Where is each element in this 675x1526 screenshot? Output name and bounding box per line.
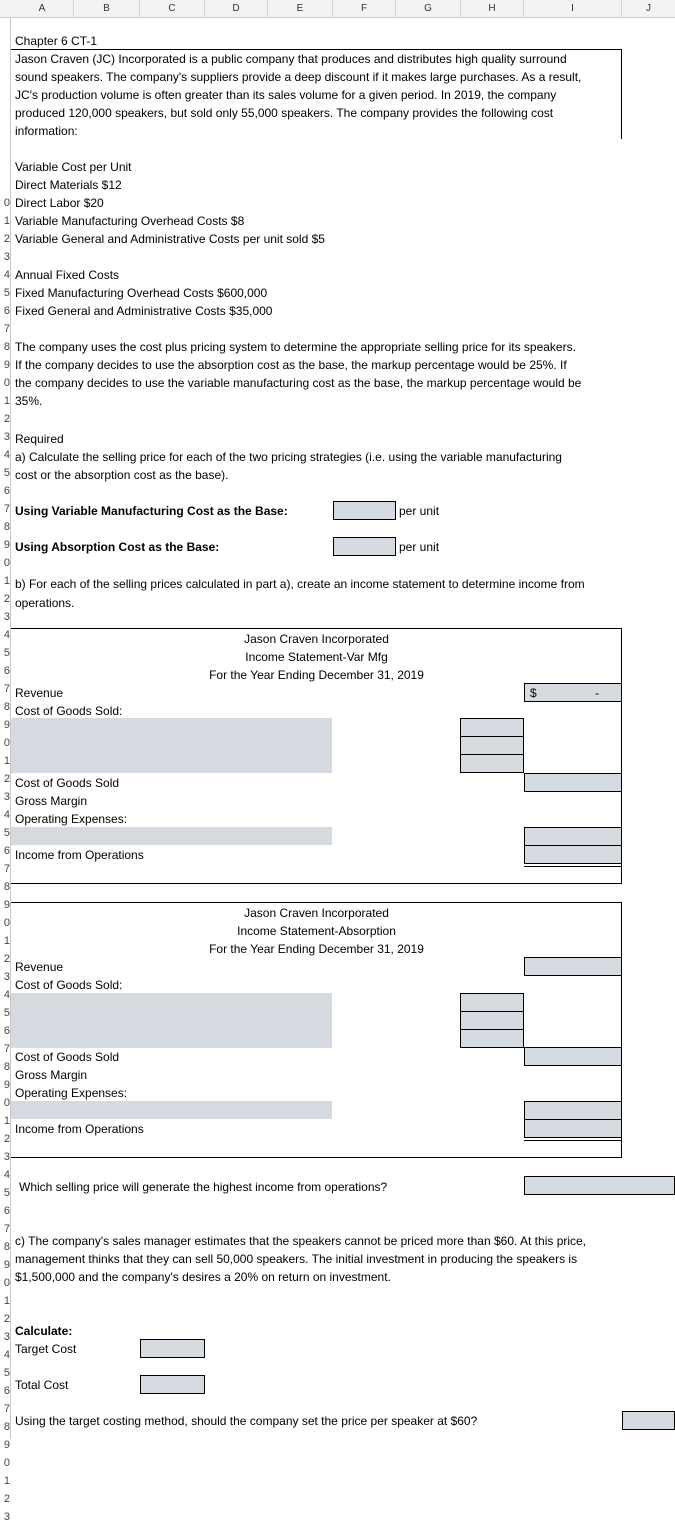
row-number[interactable]: 1 — [3, 1115, 10, 1127]
row-number[interactable]: 9 — [3, 719, 10, 731]
row-number[interactable]: 0 — [3, 197, 10, 209]
row-number[interactable]: 3 — [3, 1331, 10, 1343]
row-number[interactable]: 2 — [3, 953, 10, 965]
stmt2-cogs-label[interactable]: Cost of Goods Sold — [15, 1050, 120, 1064]
row-number[interactable]: 0 — [3, 1457, 10, 1469]
row-number[interactable]: 4 — [3, 629, 10, 641]
column-header-g[interactable]: G — [396, 0, 461, 17]
row-number[interactable]: 7 — [3, 1403, 10, 1415]
stmt2-cogs-item-1[interactable] — [460, 993, 524, 1012]
fixed-mfg-overhead-cost[interactable]: Fixed Manufacturing Overhead Costs $600,000 — [15, 286, 268, 300]
stmt1-cogs-total[interactable] — [524, 773, 622, 792]
per-unit-label-1[interactable]: per unit — [399, 504, 440, 518]
part-a-line-2[interactable]: cost or the absorption cost as the base). — [15, 468, 229, 482]
part-b-line-2[interactable]: operations. — [15, 596, 75, 610]
stmt1-revenue-cell[interactable] — [524, 683, 622, 702]
row-number[interactable]: 0 — [3, 737, 10, 749]
stmt2-cogs-heading[interactable]: Cost of Goods Sold: — [15, 978, 123, 992]
intro-line-4[interactable]: produced 120,000 speakers, but sold only 55,000 speakers. The company provides the following cost — [15, 106, 554, 120]
stmt2-revenue-label[interactable]: Revenue — [15, 960, 64, 974]
stmt2-gross-margin-label[interactable]: Gross Margin — [15, 1068, 88, 1082]
row-number[interactable]: 8 — [3, 341, 10, 353]
row-number[interactable]: 8 — [3, 881, 10, 893]
row-number[interactable]: 3 — [3, 611, 10, 623]
pricing-line-1[interactable]: The company uses the cost plus pricing system to determine the appropriate selling price for its speakers. — [15, 340, 576, 354]
row-number[interactable]: 6 — [3, 1205, 10, 1217]
part-c-line-1[interactable]: c) The company's sales manager estimates that the speakers cannot be priced more than $60. At this price, — [15, 1234, 587, 1248]
stmt1-border-top — [11, 628, 622, 629]
row-number[interactable]: 7 — [3, 683, 10, 695]
row-number[interactable]: 0 — [3, 1097, 10, 1109]
row-number[interactable]: 3 — [3, 431, 10, 443]
row-number[interactable]: 0 — [3, 377, 10, 389]
stmt1-opex-total[interactable] — [524, 827, 622, 846]
row-number[interactable]: 8 — [3, 1061, 10, 1073]
stmt2-cogs-item-2[interactable] — [460, 1011, 524, 1030]
total-cost-label[interactable]: Total Cost — [15, 1378, 69, 1392]
stmt1-opex-heading[interactable]: Operating Expenses: — [15, 812, 128, 826]
row-number[interactable]: 5 — [3, 1187, 10, 1199]
row-number[interactable]: 1 — [3, 395, 10, 407]
stmt2-income-label[interactable]: Income from Operations — [15, 1122, 144, 1136]
row-number[interactable]: 9 — [3, 359, 10, 371]
column-header-c[interactable]: C — [140, 0, 205, 17]
row-number[interactable]: 1 — [3, 935, 10, 947]
row-number[interactable]: 2 — [3, 1493, 10, 1505]
direct-labor-cost[interactable]: Direct Labor $20 — [15, 196, 104, 210]
stmt1-opex-item-label[interactable] — [11, 827, 332, 845]
column-header-d[interactable]: D — [205, 0, 268, 17]
stmt2-opex-item-label[interactable] — [11, 1101, 332, 1119]
stmt2-opex-total[interactable] — [524, 1101, 622, 1120]
column-header-j[interactable]: J — [646, 3, 651, 14]
row-number[interactable]: 4 — [3, 269, 10, 281]
row-number[interactable]: 5 — [3, 827, 10, 839]
required-heading[interactable]: Required — [15, 432, 64, 446]
variable-ga-cost[interactable]: Variable General and Administrative Costs per unit sold $5 — [15, 232, 325, 246]
stmt2-cogs-item-3[interactable] — [460, 1029, 524, 1048]
row-number[interactable]: 4 — [3, 1169, 10, 1181]
stmt1-cogs-heading[interactable]: Cost of Goods Sold: — [15, 704, 123, 718]
stmt2-period[interactable]: For the Year Ending December 31, 2019 — [209, 942, 424, 956]
row-number[interactable]: 6 — [3, 665, 10, 677]
row-number[interactable]: 4 — [3, 809, 10, 821]
part-c-line-3[interactable]: $1,500,000 and the company's desires a 20% on return on investment. — [15, 1270, 391, 1284]
stmt1-income-value[interactable] — [524, 845, 622, 864]
stmt1-gross-margin-label[interactable]: Gross Margin — [15, 794, 88, 808]
total-cost-input[interactable] — [140, 1375, 205, 1394]
row-number[interactable]: 6 — [3, 485, 10, 497]
stmt1-cogs-label[interactable]: Cost of Goods Sold — [15, 776, 120, 790]
row-number[interactable]: 6 — [3, 1385, 10, 1397]
pricing-line-3[interactable]: the company decides to use the variable manufacturing cost as the base, the markup percentage would be — [15, 376, 582, 390]
intro-box-right — [621, 49, 622, 139]
row-number[interactable]: 2 — [3, 413, 10, 425]
highest-income-question[interactable]: Which selling price will generate the highest income from operations? — [19, 1180, 388, 1194]
intro-line-3[interactable]: JC's production volume is often greater than its sales volume for a given period. In 2019, the company — [15, 88, 557, 102]
row-number[interactable]: 3 — [3, 971, 10, 983]
row-number[interactable]: 5 — [3, 1007, 10, 1019]
row-number[interactable]: 2 — [3, 1133, 10, 1145]
calculate-heading[interactable]: Calculate: — [15, 1324, 73, 1338]
column-header-i[interactable]: I — [524, 0, 622, 17]
variable-base-label[interactable]: Using Variable Manufacturing Cost as the Base: — [15, 504, 288, 518]
direct-materials-cost[interactable]: Direct Materials $12 — [15, 178, 122, 192]
column-header-bar — [0, 0, 675, 18]
row-number[interactable]: 4 — [3, 1349, 10, 1361]
stmt1-border-bottom — [11, 883, 622, 884]
highest-income-answer[interactable] — [524, 1176, 675, 1195]
row-number[interactable]: 2 — [3, 593, 10, 605]
row-number[interactable]: 7 — [3, 1043, 10, 1055]
row-number[interactable]: 5 — [3, 1367, 10, 1379]
row-number[interactable]: 8 — [3, 701, 10, 713]
row-number[interactable]: 0 — [3, 557, 10, 569]
stmt2-double-underline — [524, 1140, 622, 1141]
stmt2-border-top — [11, 902, 622, 903]
target-cost-label[interactable]: Target Cost — [15, 1342, 77, 1356]
row-number[interactable]: 7 — [3, 863, 10, 875]
target-cost-input[interactable] — [140, 1339, 205, 1358]
row-number[interactable]: 8 — [3, 1421, 10, 1433]
part-a-line-1[interactable]: a) Calculate the selling price for each of the two pricing strategies (i.e. using the variable manufacturing — [15, 450, 562, 464]
row-number[interactable]: 5 — [3, 287, 10, 299]
stmt1-revenue-value: - — [595, 686, 599, 700]
per-unit-label-2[interactable]: per unit — [399, 540, 440, 554]
stmt1-period[interactable]: For the Year Ending December 31, 2019 — [209, 668, 424, 682]
row-number[interactable]: 9 — [3, 1259, 10, 1271]
stmt2-opex-heading[interactable]: Operating Expenses: — [15, 1086, 128, 1100]
column-header-b[interactable]: B — [74, 0, 140, 17]
absorption-price-input[interactable] — [333, 537, 396, 556]
row-number[interactable]: 1 — [3, 1475, 10, 1487]
column-header-f[interactable]: F — [333, 0, 396, 17]
row-number[interactable]: 7 — [3, 1223, 10, 1235]
row-number[interactable]: 2 — [3, 233, 10, 245]
row-number[interactable]: 4 — [3, 449, 10, 461]
stmt1-cogs-item-2[interactable] — [460, 736, 524, 755]
stmt2-revenue-cell[interactable] — [524, 957, 622, 976]
stmt2-company[interactable]: Jason Craven Incorporated — [244, 906, 389, 920]
row-number[interactable]: 1 — [3, 215, 10, 227]
row-number[interactable]: 9 — [3, 539, 10, 551]
stmt1-company[interactable]: Jason Craven Incorporated — [244, 632, 389, 646]
row-number[interactable]: 0 — [3, 917, 10, 929]
chapter-title[interactable]: Chapter 6 CT-1 — [15, 34, 98, 48]
intro-line-5[interactable]: information: — [15, 124, 78, 138]
stmt1-title[interactable]: Income Statement-Var Mfg — [245, 650, 388, 664]
target-costing-answer[interactable] — [622, 1411, 675, 1430]
row-number[interactable]: 0 — [3, 1277, 10, 1289]
row-number[interactable]: 4 — [3, 989, 10, 1001]
row-number[interactable]: 9 — [3, 1079, 10, 1091]
stmt1-cogs-item-3[interactable] — [460, 754, 524, 773]
stmt1-income-label[interactable]: Income from Operations — [15, 848, 144, 862]
column-header-h[interactable]: H — [461, 0, 524, 17]
intro-line-2[interactable]: sound speakers. The company's suppliers provide a deep discount if it makes large purchases. As a result, — [15, 70, 582, 84]
row-number[interactable]: 2 — [3, 773, 10, 785]
variable-cost-heading[interactable]: Variable Cost per Unit — [15, 160, 132, 174]
row-number[interactable]: 8 — [3, 521, 10, 533]
pricing-line-4[interactable]: 35%. — [15, 394, 43, 408]
row-number[interactable]: 6 — [3, 305, 10, 317]
stmt2-title[interactable]: Income Statement-Absorption — [237, 924, 396, 938]
row-number[interactable]: 5 — [3, 647, 10, 659]
row-number[interactable]: 9 — [3, 1439, 10, 1451]
stmt1-cogs-item-labels[interactable] — [11, 718, 332, 773]
row-number[interactable]: 3 — [3, 791, 10, 803]
fixed-ga-cost[interactable]: Fixed General and Administrative Costs $35,000 — [15, 304, 273, 318]
row-number[interactable]: 7 — [3, 323, 10, 335]
row-number[interactable]: 6 — [3, 845, 10, 857]
stmt1-revenue-label[interactable]: Revenue — [15, 686, 64, 700]
row-number[interactable]: 3 — [3, 1151, 10, 1163]
variable-price-input[interactable] — [333, 501, 396, 520]
row-number[interactable]: 1 — [3, 575, 10, 587]
row-number[interactable]: 8 — [3, 1241, 10, 1253]
column-header-a[interactable]: A — [11, 0, 74, 17]
stmt2-border-bottom — [11, 1157, 622, 1158]
part-c-line-2[interactable]: management thinks that they can sell 50,000 speakers. The initial investment in producing the speakers is — [15, 1252, 578, 1266]
row-number[interactable]: 5 — [3, 467, 10, 479]
row-number[interactable]: 3 — [3, 251, 10, 263]
stmt2-income-value[interactable] — [524, 1119, 622, 1138]
row-number[interactable]: 1 — [3, 755, 10, 767]
stmt2-cogs-item-labels[interactable] — [11, 993, 332, 1048]
part-b-line-1[interactable]: b) For each of the selling prices calculated in part a), create an income statement to determine income from — [15, 577, 585, 591]
row-number[interactable]: 6 — [3, 1025, 10, 1037]
stmt1-revenue-currency: $ — [530, 686, 537, 700]
intro-line-1[interactable]: Jason Craven (JC) Incorporated is a public company that produces and distributes high quality surround — [15, 52, 567, 66]
column-header-e[interactable]: E — [268, 0, 333, 17]
row-number[interactable]: 3 — [3, 1511, 10, 1523]
stmt2-cogs-total[interactable] — [524, 1047, 622, 1066]
target-costing-question[interactable]: Using the target costing method, should the company set the price per speaker at $60? — [15, 1414, 478, 1428]
row-number[interactable]: 2 — [3, 1313, 10, 1325]
stmt1-cogs-item-1[interactable] — [460, 718, 524, 737]
pricing-line-2[interactable]: If the company decides to use the absorption cost as the base, the markup percentage would be 25%. If — [15, 358, 567, 372]
row-number[interactable]: 1 — [3, 1295, 10, 1307]
row-number[interactable]: 9 — [3, 899, 10, 911]
stmt1-double-underline — [524, 866, 622, 867]
absorption-base-label[interactable]: Using Absorption Cost as the Base: — [15, 540, 220, 554]
intro-box-top — [11, 49, 622, 50]
fixed-cost-heading[interactable]: Annual Fixed Costs — [15, 268, 120, 282]
variable-mfg-overhead-cost[interactable]: Variable Manufacturing Overhead Costs $8 — [15, 214, 245, 228]
row-number[interactable]: 7 — [3, 503, 10, 515]
